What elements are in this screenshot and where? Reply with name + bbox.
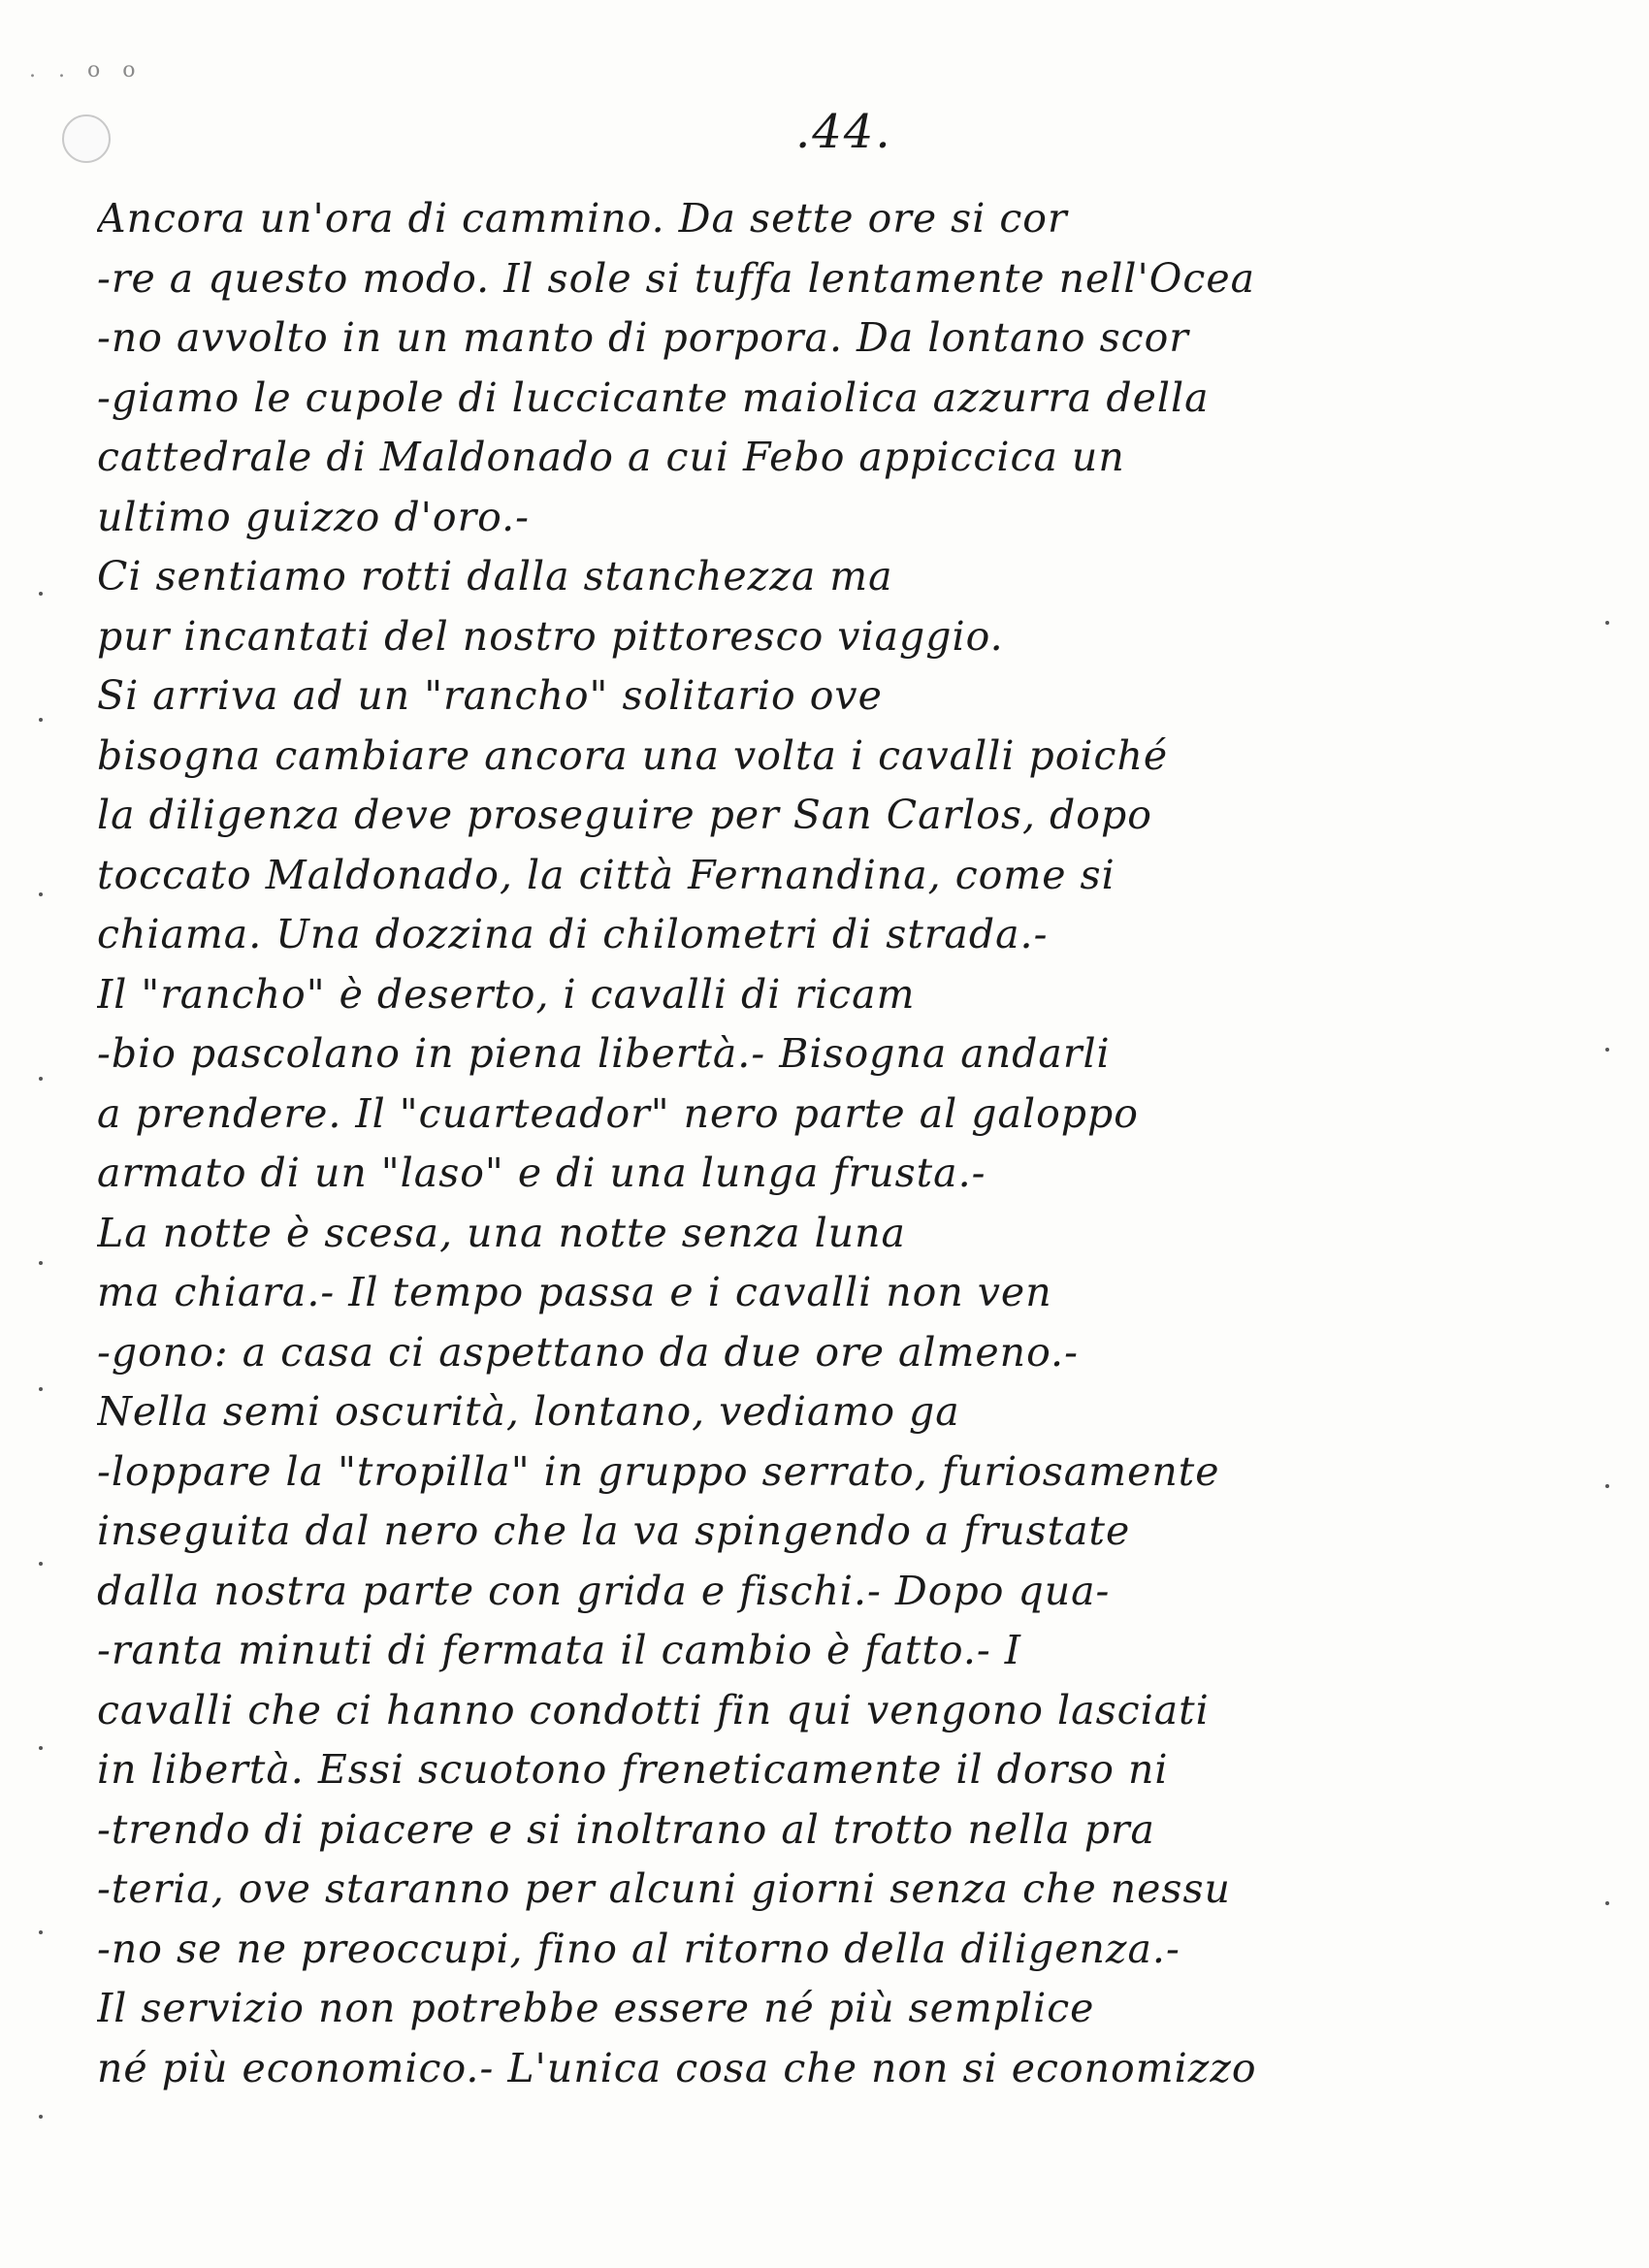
text-line: -giamo le cupole di luccicante maiolica azzurra della (97, 373, 1210, 421)
text-line: -ranta minuti di fermata il cambio è fatto.- I (97, 1627, 1021, 1673)
margin-dot (39, 1261, 43, 1265)
text-line: cattedrale di Maldonado a cui Febo appiccica un (97, 434, 1125, 480)
margin-dot (39, 1562, 43, 1566)
margin-dot (39, 1930, 43, 1934)
text-line: a prendere. Il "cuarteador" nero parte al galoppo (97, 1089, 1139, 1137)
text-line: -trendo di piacere e si inoltrano al trotto nella pra (97, 1805, 1155, 1853)
text-line: chiama. Una dozzina di chilometri di strada.- (97, 911, 1049, 957)
page-number: .44. (795, 105, 892, 159)
text-line: Nella semi oscurità, lontano, vediamo ga (97, 1388, 960, 1435)
text-line: armato di un "laso" e di una lunga frusta.- (97, 1150, 986, 1196)
punch-hole (62, 114, 111, 163)
text-line: Si arriva ad un "rancho" solitario ove (97, 672, 883, 719)
margin-dot (39, 2115, 43, 2119)
text-line: né più economico.- L'unica cosa che non si economizzo (97, 2044, 1257, 2091)
text-line: -teria, ove staranno per alcuni giorni senza che nessu (97, 1865, 1231, 1912)
margin-dot (39, 718, 43, 722)
text-line: ultimo guizzo d'oro.- (97, 493, 531, 540)
text-line: bisogna cambiare ancora una volta i cavalli poiché (97, 731, 1169, 779)
margin-dot (39, 1387, 43, 1391)
text-line: Il servizio non potrebbe essere né più semplice (97, 1985, 1095, 2031)
margin-dot (39, 1746, 43, 1750)
text-line: -no se ne preoccupi, fino al ritorno della diligenza.- (97, 1925, 1180, 1972)
text-line: -gono: a casa ci aspettano da due ore almeno.- (97, 1328, 1079, 1376)
margin-dot (39, 892, 43, 896)
text-line: ma chiara.- Il tempo passa e i cavalli non ven (97, 1269, 1052, 1315)
text-line: cavalli che ci hanno condotti fin qui vengono lasciati (97, 1686, 1210, 1733)
text-line: dalla nostra parte con grida e fischi.- Dopo qua- (97, 1567, 1111, 1614)
margin-dot (39, 592, 43, 596)
text-line: inseguita dal nero che la va spingendo a frustate (97, 1507, 1131, 1554)
text-line: La notte è scesa, una notte senza luna (97, 1209, 906, 1256)
corner-marks: . . o o (29, 58, 144, 82)
text-line: -loppare la "tropilla" in gruppo serrato, furiosamente (97, 1447, 1220, 1495)
manuscript-text (97, 189, 1615, 2098)
text-line: -re a questo modo. Il sole si tuffa lentamente nell'Ocea (97, 254, 1256, 302)
text-line: la diligenza deve proseguire per San Carlos, dopo (97, 792, 1152, 838)
text-line: -no avvolto in un manto di porpora. Da lontano scor (97, 314, 1189, 361)
text-line: pur incantati del nostro pittoresco viaggio. (97, 612, 1004, 660)
margin-dot (39, 1077, 43, 1081)
text-line: in libertà. Essi scuotono freneticamente il dorso ni (97, 1746, 1169, 1793)
text-line: -bio pascolano in piena libertà.- Bisogna andarli (97, 1030, 1111, 1077)
text-line: Ancora un'ora di cammino. Da sette ore si cor (97, 195, 1068, 242)
text-line: Ci sentiamo rotti dalla stanchezza ma (97, 553, 893, 599)
text-line: Il "rancho" è deserto, i cavalli di ricam (97, 970, 916, 1018)
text-line: toccato Maldonado, la città Fernandina, come si (97, 851, 1116, 898)
